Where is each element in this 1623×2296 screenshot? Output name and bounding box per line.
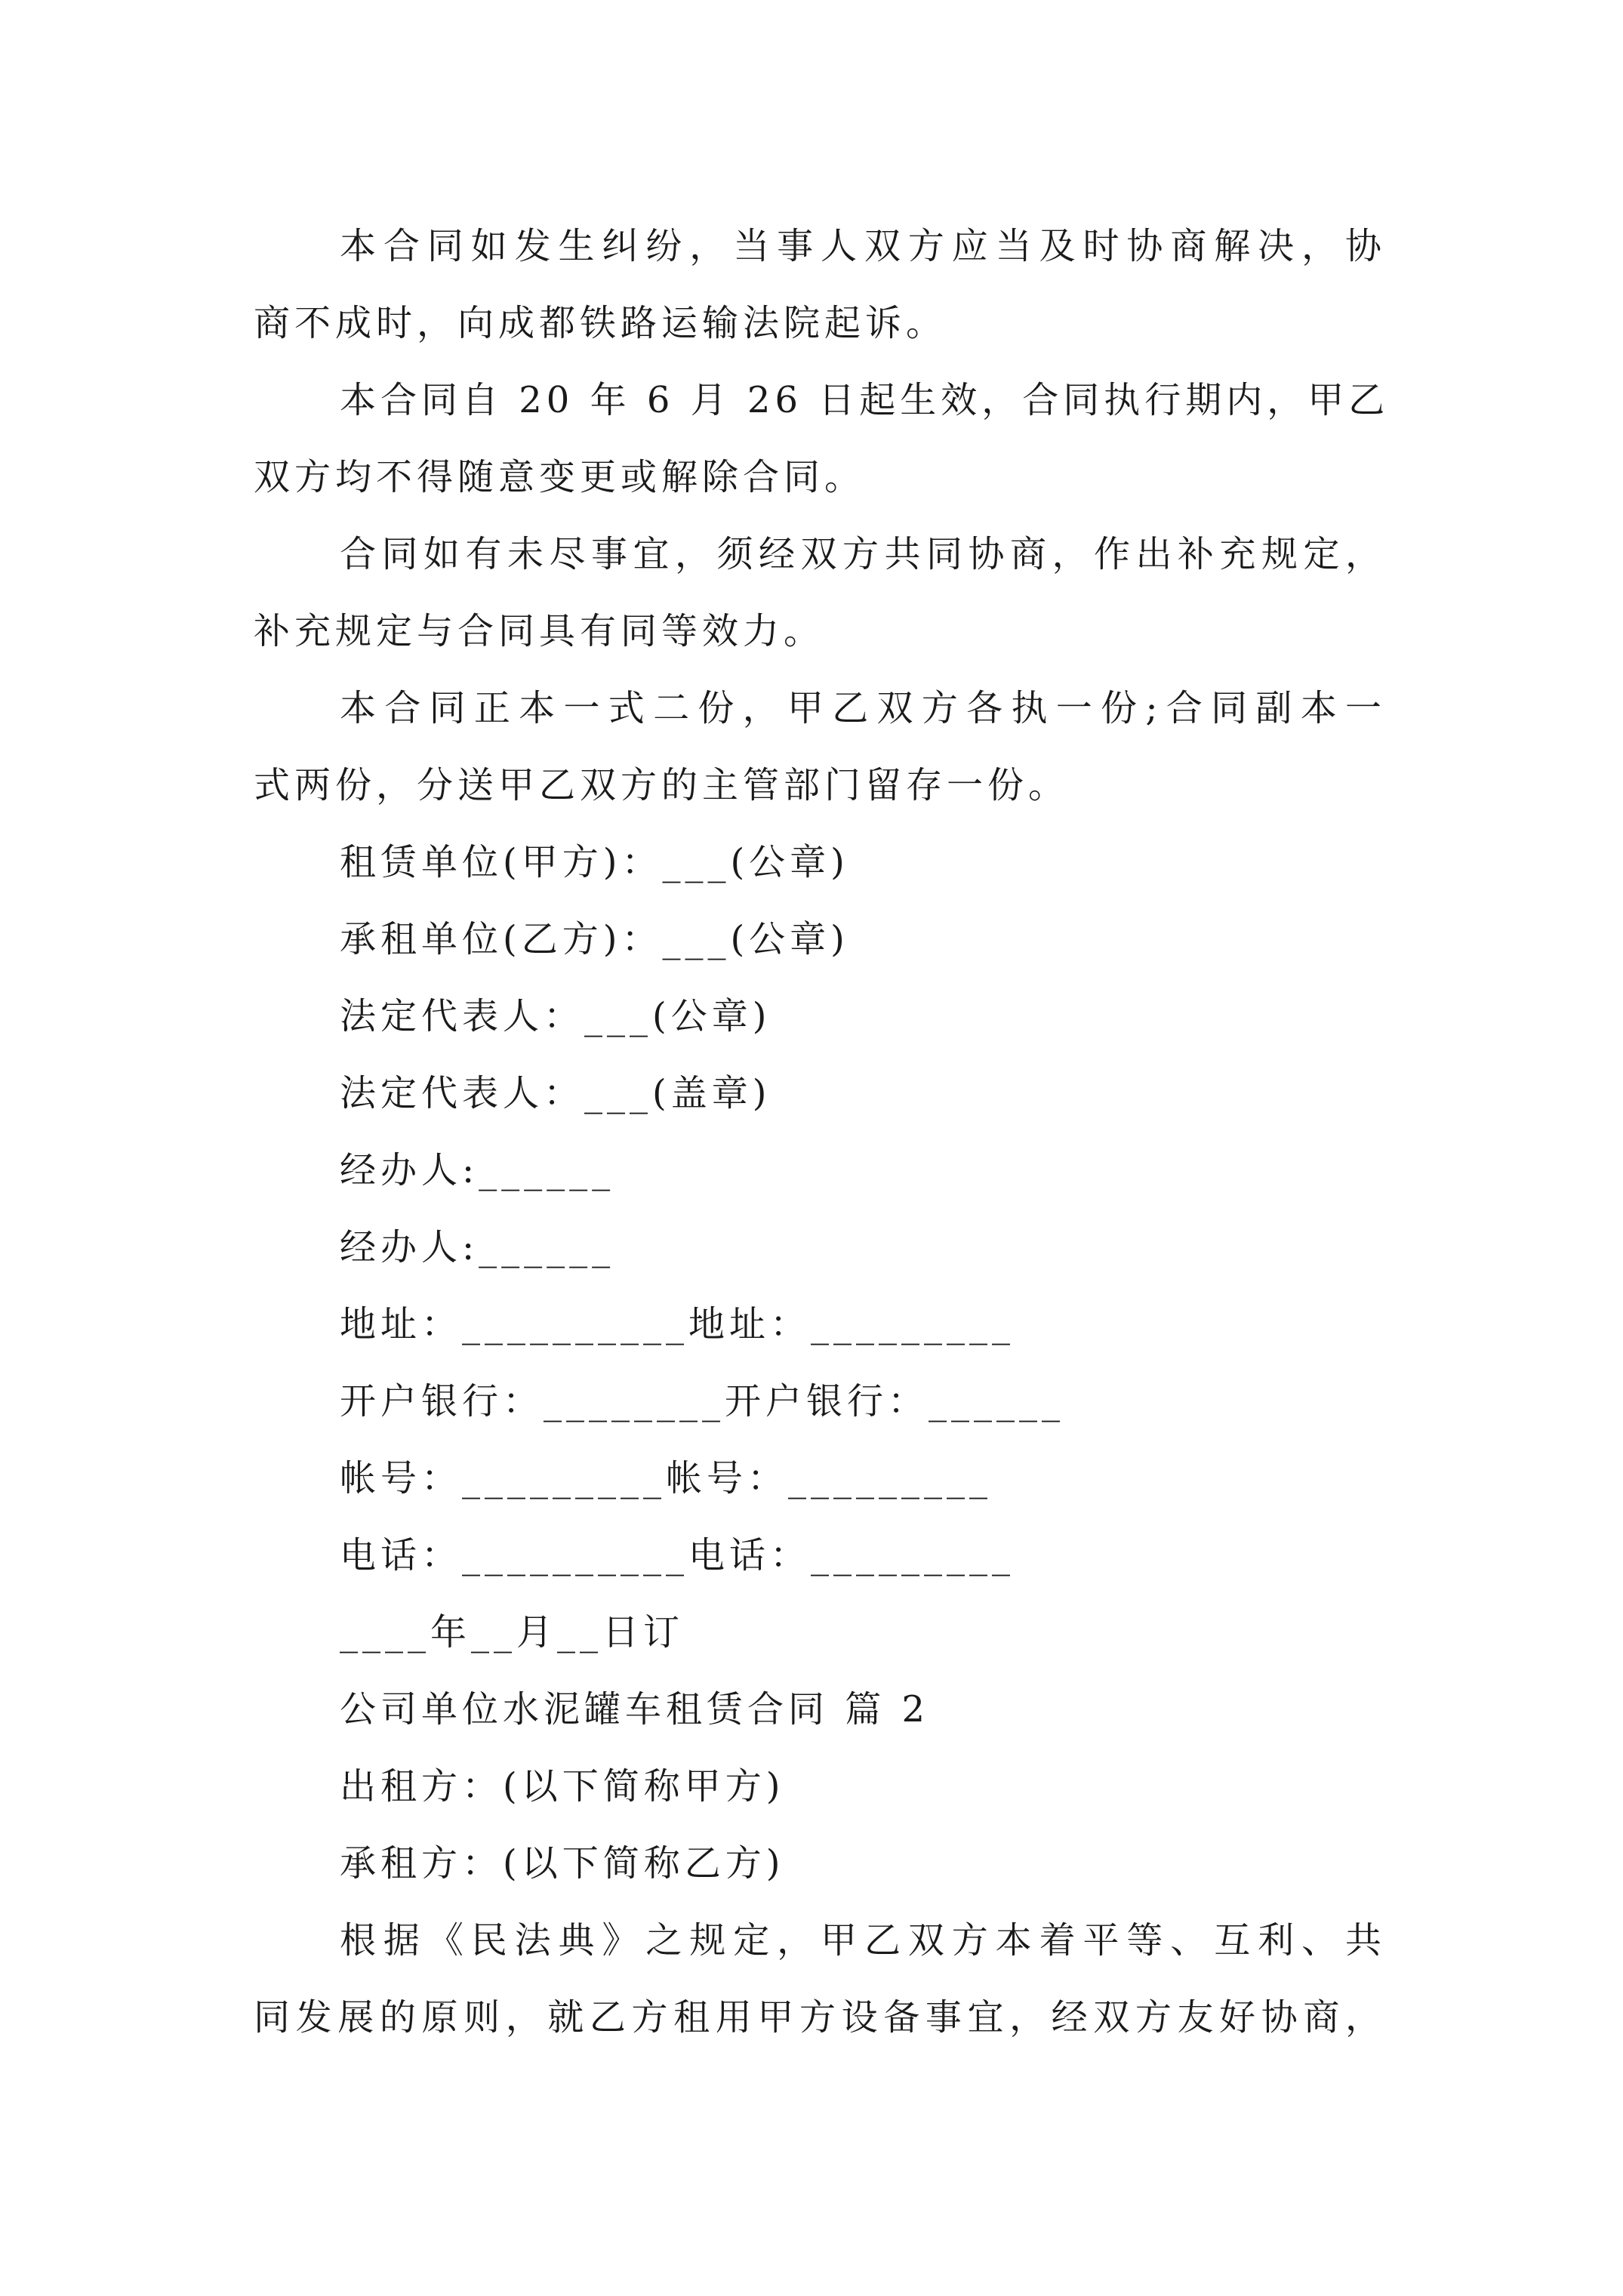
paragraph-supplement-line-1: 合同如有未尽事宜，须经双方共同协商，作出补充规定， xyxy=(340,533,1386,575)
paragraph-effective-line-1: 本合同自 20 年 6 月 26 日起生效，合同执行期内，甲乙 xyxy=(340,379,1390,421)
address-line: 地址：__________地址：_________ xyxy=(340,1303,1015,1345)
account-line: 帐号：_________帐号：_________ xyxy=(340,1457,993,1499)
paragraph-dispute-line-1: 本合同如发生纠纷，当事人双方应当及时协商解决，协 xyxy=(340,225,1386,267)
legal-rep-line-b: 法定代表人：___(盖章) xyxy=(340,1072,771,1114)
paragraph-copies-line-2: 式两份，分送甲乙双方的主管部门留存一份。 xyxy=(254,764,1070,806)
agent-line-a: 经办人:______ xyxy=(340,1149,615,1191)
date-line: ____年__月__日订 xyxy=(340,1611,685,1653)
lessee-intro-line: 承租方：(以下简称乙方) xyxy=(340,1842,785,1885)
lessor-signature-line: 租赁单位(甲方)：___(公章) xyxy=(340,841,849,883)
paragraph-effective-line-2: 双方均不得随意变更或解除合同。 xyxy=(254,456,866,498)
lessor-intro-line: 出租方：(以下简称甲方) xyxy=(340,1765,785,1808)
paragraph-basis-line-1: 根据《民法典》之规定，甲乙双方本着平等、互利、共 xyxy=(340,1919,1386,1962)
lessee-signature-line: 承租单位(乙方)：___(公章) xyxy=(340,918,849,960)
bank-line: 开户银行：________开户银行：______ xyxy=(340,1380,1065,1422)
paragraph-copies-line-1: 本合同正本一式二份，甲乙双方各执一份;合同副本一 xyxy=(340,687,1386,729)
paragraph-supplement-line-2: 补充规定与合同具有同等效力。 xyxy=(254,610,825,652)
section-title: 公司单位水泥罐车租赁合同 篇 2 xyxy=(340,1688,930,1730)
phone-line: 电话：__________电话：_________ xyxy=(340,1534,1015,1576)
agent-line-b: 经办人:______ xyxy=(340,1226,615,1268)
paragraph-dispute-line-2: 商不成时，向成都铁路运输法院起诉。 xyxy=(254,302,947,344)
paragraph-basis-line-2: 同发展的原则，就乙方租用甲方设备事宜，经双方友好协商， xyxy=(254,1996,1386,2039)
legal-rep-line-a: 法定代表人：___(公章) xyxy=(340,995,771,1037)
